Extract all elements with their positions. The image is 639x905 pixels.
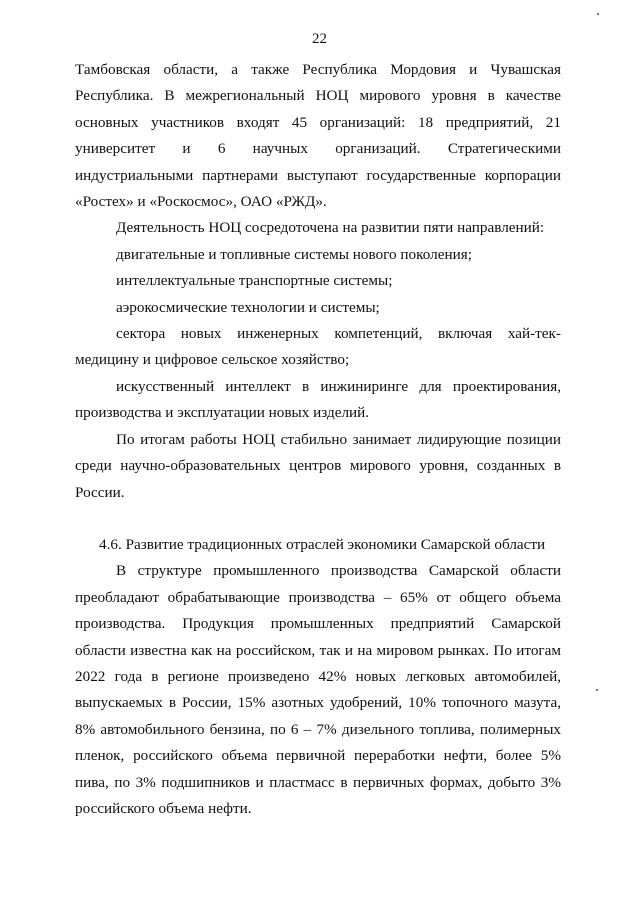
list-item-engines: двигательные и топливные системы нового поколения; — [116, 245, 472, 263]
list-item-engineering: сектора новых инженерных компетенций, включая хай-тек-медицину и цифровое сельское хозяйство; — [75, 325, 561, 369]
paragraph-results: По итогам работы НОЦ стабильно занимает лидирующие позиции среди научно-образовательных центров мирового уровня, созданных в России. — [75, 430, 561, 501]
page-number: 22 — [312, 31, 327, 47]
paragraph-industry: В структуре промышленного производства Самарской области преобладают обрабатывающие производства – 65% от общего объема производства. Продукция промышленных предприятий Самарской области известна как на российском, так и на мировом рынках. По итогам 2022 года в регионе произведено 42% новых легковых автомобилей, выпускаемых в России, 15% азотных удобрений, 10% топочного мазута, 8% автомобильного бензина, по 6 – 7% дизельного топлива, полимерных пленок, российского объема первичной переработки нефти, более 5% пива, по 3% подшипников и пластмасс в первичных формах, добыто 3% российского объема нефти. — [75, 562, 561, 817]
paragraph-partners: Тамбовская области, а также Республика Мордовия и Чувашская Республика. В межрегиональный НОЦ мирового уровня в качестве основных участников входят 45 организаций: 18 предприятий, 21 университет и 6 научных организаций. Стратегическими индустриальными партнерами выступают государственные корпорации «Ростех» и «Роскосмос», ОАО «РЖД». — [75, 61, 561, 211]
list-item-transport: интеллектуальные транспортные системы; — [116, 272, 393, 290]
section-heading: 4.6. Развитие традиционных отраслей экономики Самарской области — [99, 535, 546, 553]
scan-speck — [596, 689, 598, 691]
list-item-ai: искусственный интеллект в инжиниринге для проектирования, производства и эксплуатации новых изделий. — [75, 377, 561, 422]
list-item-aerospace: аэрокосмические технологии и системы; — [116, 298, 380, 316]
document-body — [75, 57, 561, 822]
paragraph-directions-intro: Деятельность НОЦ сосредоточена на развитии пяти направлений: — [116, 219, 545, 237]
scan-speck — [597, 13, 599, 15]
